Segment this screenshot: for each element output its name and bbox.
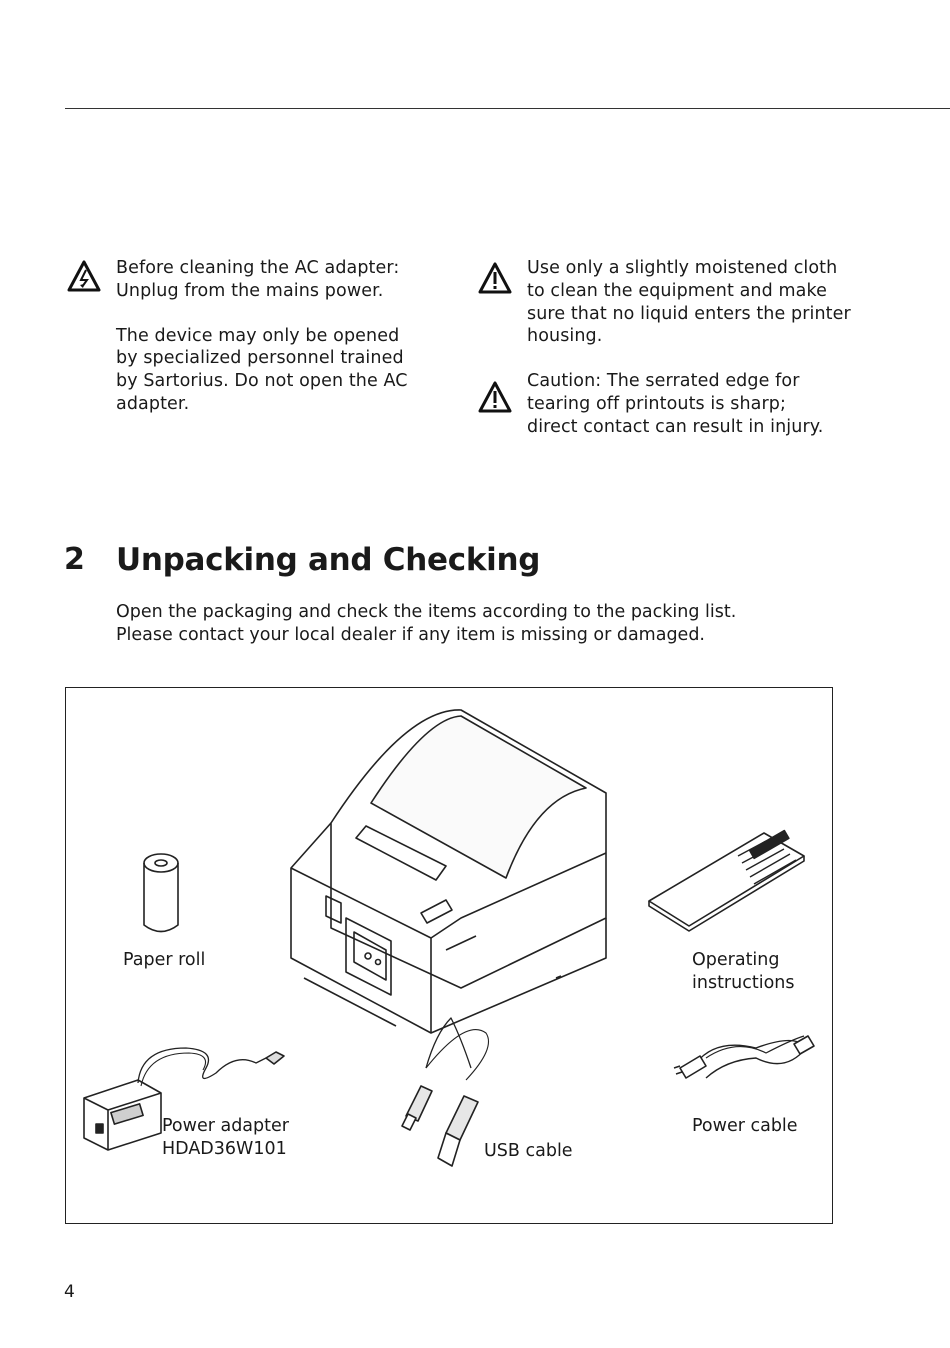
warning-serrated-edge-text: Caution: The serrated edge for tearing off printouts is sharp; direct contact can result in injury. (527, 371, 824, 437)
power-cable-illustration (674, 1036, 814, 1078)
section-title: Unpacking and Checking (116, 542, 541, 578)
label-power-adapter: Power adapter HDAD36W101 (162, 1116, 289, 1159)
label-operating-instructions: Operating instructions (692, 950, 795, 993)
warning-adapter-text: Before cleaning the AC adapter: Unplug from the mains power. The device may only be opened by specialized personnel trained by Sartorius. Do not open the AC adapter. (116, 258, 408, 414)
exclamation-warning-icon (478, 262, 512, 294)
label-paper-roll: Paper roll (123, 950, 206, 970)
exclamation-warning-icon-2 (478, 381, 512, 413)
page-number: 4 (64, 1282, 75, 1302)
paper-roll-illustration (144, 854, 178, 932)
printer-illustration (291, 710, 606, 1033)
warning-cloth-text: Use only a slightly moistened cloth to clean the equipment and make sure that no liquid enters the printer housing. (527, 258, 851, 347)
label-usb-cable: USB cable (484, 1141, 573, 1161)
packing-list-figure (65, 687, 833, 1224)
header-rule (65, 108, 950, 109)
electric-hazard-icon (67, 260, 101, 292)
section-number: 2 (64, 542, 85, 577)
label-power-cable: Power cable (692, 1116, 798, 1136)
manual-illustration (649, 831, 804, 931)
section-intro: Open the packaging and check the items according to the packing list. Please contact your local dealer if any item is missing or damaged. (116, 602, 737, 645)
usb-cable-illustration (402, 1018, 489, 1166)
